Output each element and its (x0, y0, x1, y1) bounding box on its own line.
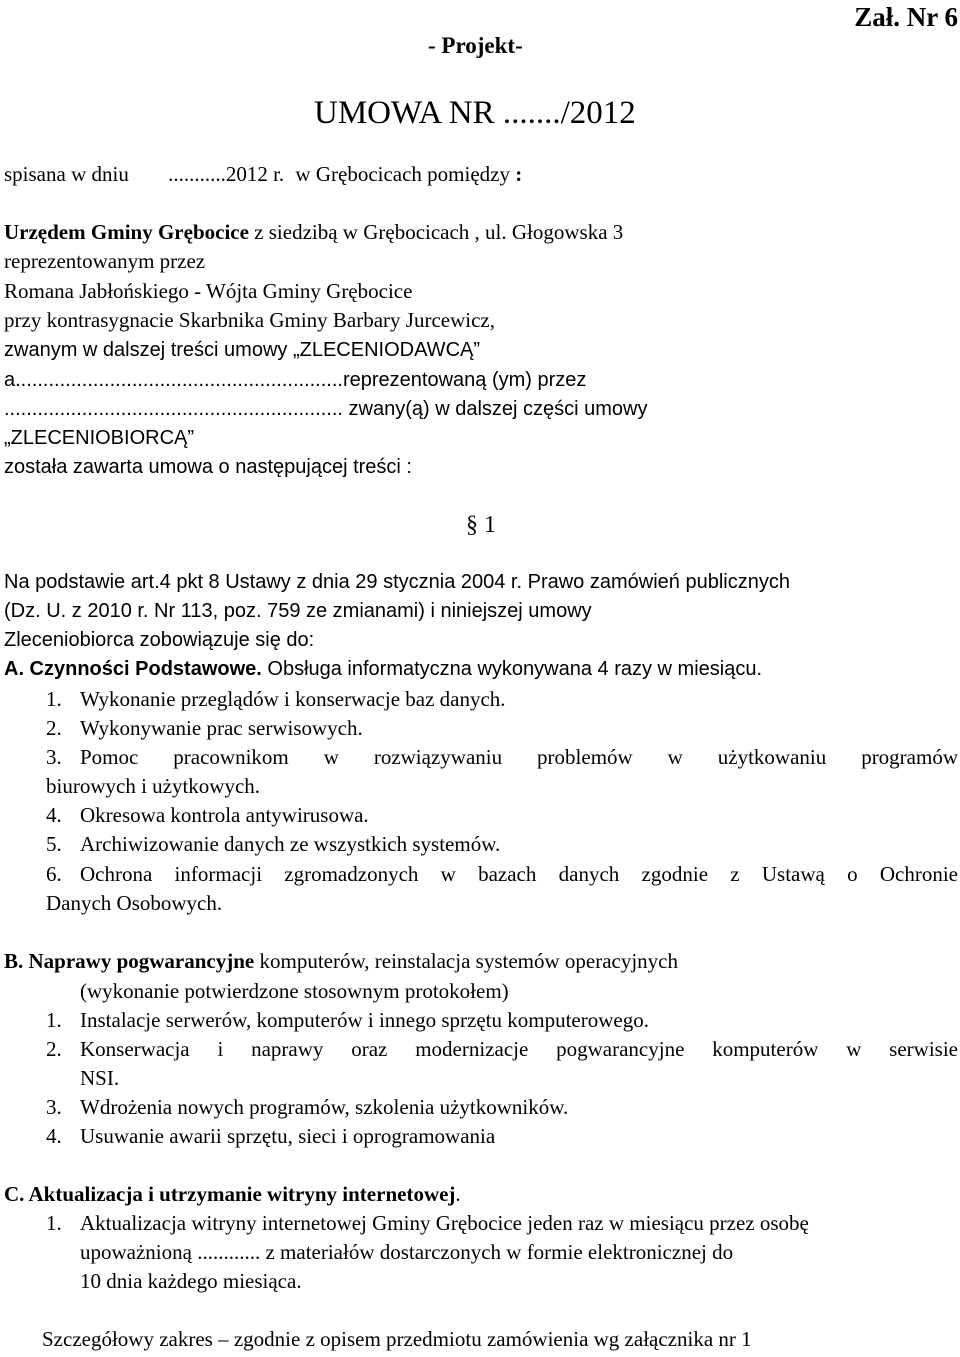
list-item-text: Ochrona informacji zgromadzonych w bazach danych zgodnie z Ustawą o Ochronie (80, 862, 958, 886)
list-item-text-cont: 10 dnia każdego miesiąca. (80, 1269, 302, 1293)
section-c-heading (4, 1180, 461, 1209)
list-item-text: Usuwanie awarii sprzętu, sieci i oprogramowania (80, 1124, 496, 1148)
list-item (46, 1209, 809, 1296)
signed-colon: : (515, 162, 523, 186)
list-item-text: Wykonywanie prac serwisowych. (80, 716, 363, 740)
list-item-number: 1. (46, 1008, 62, 1032)
signed-line (4, 160, 522, 189)
basis-line-2: (Dz. U. z 2010 r. Nr 113, poz. 759 ze zmianami) i niniejszej umowy (4, 600, 592, 622)
list-item-text: Wykonanie przeglądów i konserwacje baz danych. (80, 687, 506, 711)
list-item-text: Archiwizowanie danych ze wszystkich systemów. (80, 832, 501, 856)
list-item-text: Instalacje serwerów, komputerów i innego sprzętu komputerowego. (80, 1008, 649, 1032)
section-c-title: C. Aktualizacja i utrzymanie witryny internetowej (4, 1182, 456, 1206)
section-a-desc: Obsługa informatyczna wykonywana 4 razy w miesiącu. (261, 658, 763, 680)
signed-prefix: spisana w dniu (4, 162, 129, 186)
footer-note: Szczegółowy zakres – zgodnie z opisem przedmiotu zamówienia wg załącznika nr 1 (42, 1327, 752, 1351)
contractor-label: „ZLECENIOBIORCĄ” (4, 427, 195, 449)
section-a-heading (4, 655, 762, 684)
list-item (46, 1093, 568, 1122)
list-item-text-cont: Danych Osobowych. (46, 891, 223, 915)
list-item-number: 1. (46, 1211, 62, 1235)
list-item (46, 1006, 649, 1035)
project-label: - Projekt- (428, 33, 523, 58)
signed-suffix: w Grębocicach pomiędzy (295, 162, 510, 186)
list-item-number: 4. (46, 1124, 62, 1148)
client-label: zwanym w dalszej treści umowy „ZLECENIODAWCĄ” (4, 339, 481, 361)
section-b-desc: komputerów, reinstalacja systemów operacyjnych (254, 949, 679, 973)
countersign-line: przy kontrasygnacie Skarbnika Gminy Barbary Jurcewicz, (4, 308, 495, 332)
party2-line-2: ............................................................. zwany(ą) w dalszej części umowy (4, 398, 648, 420)
party1-name: Urzędem Gminy Grębocice (4, 220, 249, 244)
list-item-text: Konserwacja i naprawy oraz modernizacje pogwarancyjne komputerów w serwisie (80, 1037, 958, 1061)
list-item-number: 6. (46, 862, 62, 886)
list-item (46, 801, 369, 830)
contract-title: UMOWA NR ......./2012 (314, 95, 636, 131)
section-b-heading (4, 947, 678, 976)
list-item-text: Okresowa kontrola antywirusowa. (80, 803, 369, 827)
list-item-number: 5. (46, 832, 62, 856)
list-item-number: 2. (46, 1037, 62, 1061)
list-item-number: 4. (46, 803, 62, 827)
party2-line: a...........................................................reprezentowaną (ym) przez (4, 369, 587, 391)
concluded-line: została zawarta umowa o następującej treści : (4, 456, 412, 478)
list-item-text: Wdrożenia nowych programów, szkolenia użytkowników. (80, 1095, 569, 1119)
party1-address: z siedzibą w Grębocicach , ul. Głogowska 3 (248, 220, 624, 244)
list-item (46, 714, 363, 743)
list-item (46, 685, 506, 714)
list-item-number: 1. (46, 687, 62, 711)
list-item (46, 860, 958, 918)
section-b-note: (wykonanie potwierdzone stosownym protokołem) (80, 979, 509, 1003)
list-item (46, 830, 500, 859)
section-c-punct: . (455, 1182, 461, 1206)
section-a-title: A. Czynności Podstawowe. (4, 658, 262, 680)
section-heading: § 1 (466, 512, 496, 538)
signed-date: ...........2012 r. (168, 162, 285, 186)
list-item-text: Pomoc pracownikom w rozwiązywaniu problemów w użytkowaniu programów (80, 745, 958, 769)
list-item-number: 3. (46, 745, 62, 769)
list-item-text-cont: upoważnioną ............ z materiałów dostarczonych w formie elektronicznej do (80, 1240, 734, 1264)
section-b-title: B. Naprawy pogwarancyjne (4, 949, 255, 973)
list-item (46, 1122, 495, 1151)
list-item-text-cont: NSI. (80, 1066, 120, 1090)
represented-by: reprezentowanym przez (4, 249, 206, 273)
list-item-text-cont: biurowych i użytkowych. (46, 774, 261, 798)
attachment-number: Zał. Nr 6 (854, 2, 958, 32)
list-item-number: 2. (46, 716, 62, 740)
basis-line-3: Zleceniobiorca zobowiązuje się do: (4, 629, 315, 651)
mayor-name: Romana Jabłońskiego - Wójta Gminy Grębocice (4, 279, 413, 303)
party1-line (4, 218, 623, 247)
list-item (46, 1035, 958, 1093)
list-item (46, 743, 958, 801)
basis-line-1: Na podstawie art.4 pkt 8 Ustawy z dnia 29 stycznia 2004 r. Prawo zamówień publicznych (4, 571, 790, 593)
list-item-text: Aktualizacja witryny internetowej Gminy Grębocice jeden raz w miesiącu przez osobę (80, 1211, 809, 1235)
list-item-number: 3. (46, 1095, 62, 1119)
